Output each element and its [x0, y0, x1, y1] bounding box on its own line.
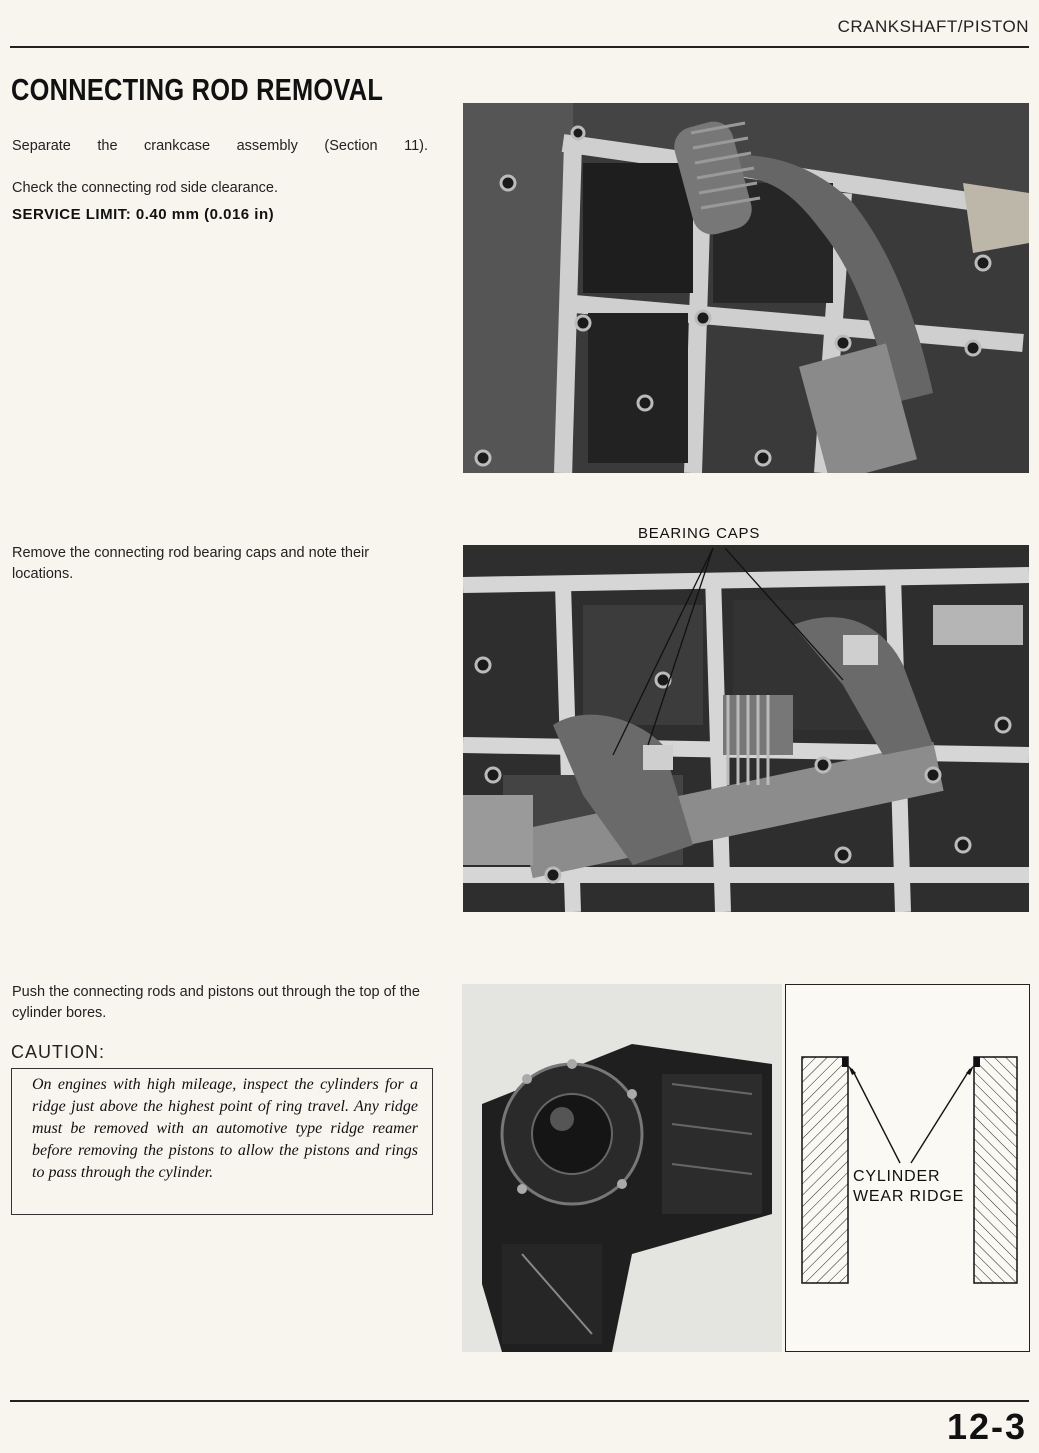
step-push-text: Push the connecting rods and pistons out through the top of the cylinder bores.: [12, 984, 420, 1021]
bearing-caps-label: BEARING CAPS: [638, 525, 761, 542]
bearing-caps-leader-lines: [463, 540, 1029, 800]
cylinder-photo-art: [462, 984, 782, 1352]
caution-box: On engines with high mileage, inspect the cylinders for a ridge just above the highest point of ring travel. Any ridge must be removed with an automotive type ridge reamer before removing the pistons to allow the pistons and rings to pass through the cylinder.: [11, 1068, 433, 1215]
header-rule: [10, 46, 1029, 48]
service-limit: SERVICE LIMIT: 0.40 mm (0.016 in): [12, 206, 275, 223]
section-title: CONNECTING ROD REMOVAL: [11, 72, 384, 107]
footer-rule: [10, 1400, 1029, 1402]
cylinder-photo: [462, 984, 782, 1352]
step-remove-text: Remove the connecting rod bearing caps and note their locations.: [12, 545, 370, 582]
caution-heading: CAUTION:: [11, 1042, 106, 1062]
wear-ridge-label: [851, 1167, 966, 1207]
crankcase-photo: [463, 103, 1029, 473]
step-check-text: Check the connecting rod side clearance.: [12, 180, 278, 196]
step-separate-text: Separate the crankcase assembly (Section 11).: [12, 138, 428, 154]
wear-ridge-label-line1: CYLINDER: [853, 1168, 941, 1185]
crankcase-photo-art: [463, 103, 1029, 473]
running-header: CRANKSHAFT/PISTON: [837, 17, 1029, 36]
page-number: 12-3: [946, 1406, 1027, 1447]
wear-ridge-diagram: [785, 984, 1030, 1352]
wear-ridge-label-line2: WEAR RIDGE: [853, 1188, 965, 1205]
